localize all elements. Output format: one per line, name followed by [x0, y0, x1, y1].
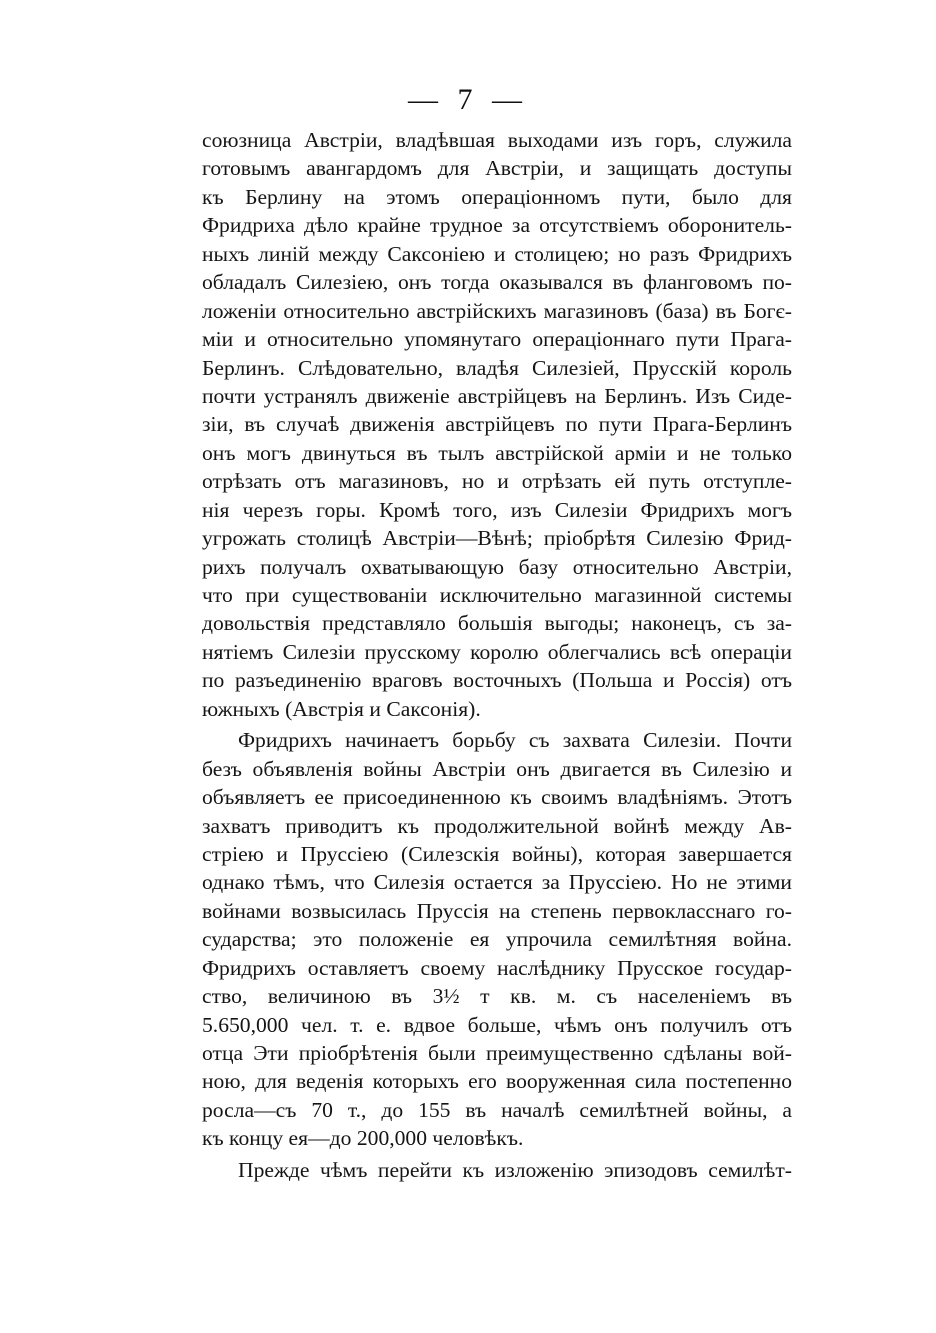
paragraph-1	[202, 126, 792, 723]
text-line: почти устранялъ движеніе австрійцевъ на Берлинъ. Изъ Сиде-	[202, 383, 792, 408]
text-line: захватъ приводитъ къ продолжительной войнѣ между Ав-	[202, 813, 792, 838]
text-line: южныхъ (Австрія и Саксонія).	[202, 696, 481, 721]
text-line: однако тѣмъ, что Силезія остается за Пруссіею. Но не этими	[202, 870, 792, 895]
text-line: Берлинъ. Слѣдовательно, владѣя Силезіей, Прусскій король	[202, 355, 792, 380]
text-line: онъ могъ двинуться въ тылъ австрійской арміи и не только	[202, 440, 792, 465]
text-line: ныхъ линій между Саксоніею и столицею; но разъ Фридрихъ	[202, 241, 792, 266]
text-line: ство, величиною въ 3½ т кв. м. съ населеніемъ въ	[202, 984, 792, 1009]
text-line: готовымъ авангардомъ для Австріи, и защищать доступы	[202, 156, 792, 181]
text-line: Фридрихъ оставляетъ своему наслѣднику Прусское государ-	[202, 955, 792, 980]
text-line: что при существованіи исключительно магазинной системы	[202, 583, 792, 607]
text-line: міи и относительно упомянутаго операціоннаго пути Прага-	[202, 327, 792, 352]
text-line: къ Берлину на этомъ операціонномъ пути, было для	[202, 184, 792, 209]
text-line: ною, для веденія которыхъ его вооруженная сила постепенно	[202, 1069, 792, 1094]
text-line: безъ объявленія войны Австріи онъ двигается въ Силезію и	[202, 756, 792, 781]
text-line: по разъединенію враговъ восточныхъ (Польша и Россія) отъ	[202, 668, 792, 693]
text-line: сударства; это положеніе ея упрочила семилѣтняя война.	[202, 927, 792, 952]
text-line: 5.650,000 чел. т. е. вдвое больше, чѣмъ онъ получилъ отъ	[202, 1012, 792, 1037]
text-line: войнами возвысилась Пруссія на степень первокласснаго го-	[202, 898, 792, 923]
text-line: союзница Австріи, владѣвшая выходами изъ горъ, служила	[202, 128, 792, 152]
text-line: Прежде чѣмъ перейти къ изложенію эпизодовъ семилѣт-	[238, 1157, 792, 1182]
text-line: отца Эти пріобрѣтенія были преимущественно сдѣланы вой-	[202, 1041, 792, 1065]
text-line: Фридрихъ начинаетъ борьбу съ захвата Силезіи. Почти	[238, 728, 792, 753]
text-line: объявляетъ ее присоединенною къ своимъ владѣніямъ. Этотъ	[202, 785, 792, 810]
text-line: зіи, въ случаѣ движенія австрійцевъ по пути Прага-Берлинъ	[202, 412, 792, 437]
text-line: довольствія представляло большія выгоды; наконецъ, съ за-	[202, 611, 792, 636]
text-line: отрѣзать отъ магазиновъ, но и отрѣзать ей путь отступле-	[202, 469, 792, 494]
text-line: къ концу ея—до 200,000 человѣкъ.	[202, 1126, 524, 1151]
paragraph-3	[202, 1156, 792, 1184]
paragraph-2	[202, 726, 792, 1153]
text-line: рихъ получалъ охватывающую базу относительно Австріи,	[202, 554, 792, 579]
text-line: росла—съ 70 т., до 155 въ началѣ семилѣтней войны, а	[202, 1097, 792, 1122]
page-number: — 7 —	[408, 83, 528, 116]
text-line: нятіемъ Силезіи прусскому королю облегчались всѣ операціи	[202, 639, 792, 664]
text-line: обладалъ Силезіею, онъ тогда оказывался въ фланговомъ по-	[202, 270, 792, 295]
body-text	[202, 126, 792, 1184]
text-line: угрожать столицѣ Австріи—Вѣнѣ; пріобрѣтя Силезію Фрид-	[202, 526, 792, 551]
text-line: Фридриха дѣло крайне трудное за отсутствіемъ оборонитель-	[202, 213, 792, 238]
text-line: нія черезъ горы. Кромѣ того, изъ Силезіи Фридрихъ могъ	[202, 497, 792, 522]
text-line: стріею и Пруссіею (Силезскія войны), которая завершается	[202, 841, 792, 866]
text-line: ложеніи относительно австрійскихъ магазиновъ (база) въ Богє-	[202, 298, 792, 323]
